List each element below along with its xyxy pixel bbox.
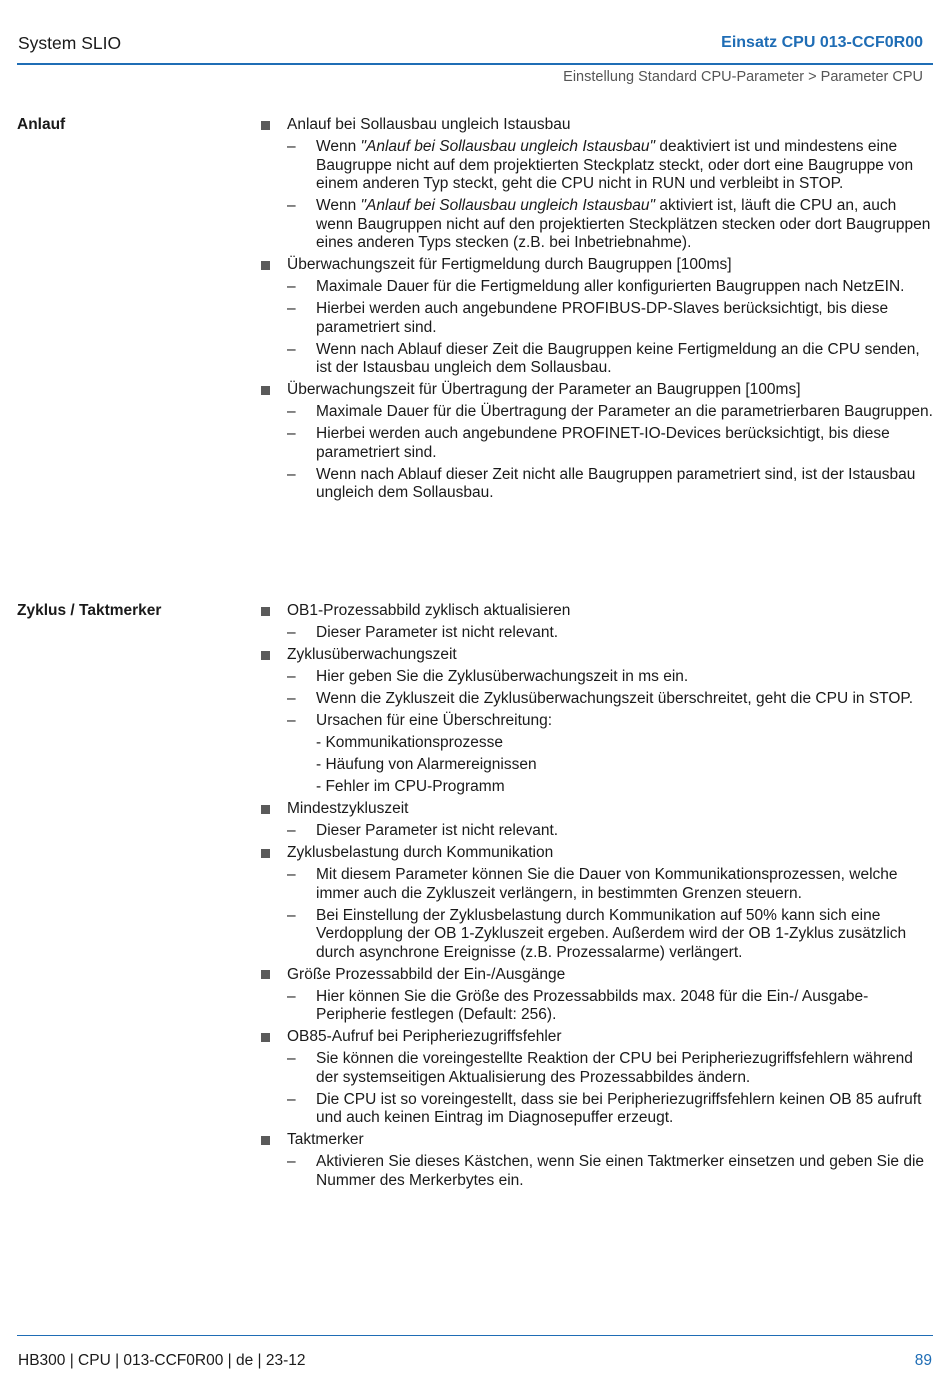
bullet-item: Mindestzykluszeit <box>260 800 935 819</box>
dash-item: – Hier geben Sie die Zyklusüberwachungszeit in ms ein. <box>260 668 935 687</box>
dash-item: – Bei Einstellung der Zyklusbelastung durch Kommunikation auf 50% kann sich eine Verdopplung der OB 1-Zykluszeit ergeben. Außerdem wird der OB 1-Zyklus zusätzlich durch asynchrone Ereignisse (z.B. Prozessalarme) verlängert. <box>260 907 935 963</box>
bullet-item: Größe Prozessabbild der Ein-/Ausgänge <box>260 966 935 985</box>
dash-item: – Wenn "Anlauf bei Sollausbau ungleich Istausbau" aktiviert ist, läuft die CPU an, auch wenn Baugruppen nicht auf den projektierten Steckplätzen stecken oder dort Baugruppen eines anderen Typs stecken (z.B. bei Inbetriebnahme). <box>260 197 935 253</box>
section-title: Zyklus / Taktmerker <box>17 602 162 619</box>
dash-item: – Hierbei werden auch angebundene PROFIBUS-DP-Slaves berücksichtigt, bis diese parametriert sind. <box>260 300 935 337</box>
manual-title: System SLIO <box>18 33 122 53</box>
bullet-item: Überwachungszeit für Übertragung der Parameter an Baugruppen [100ms] <box>260 381 935 400</box>
dash-item: – Ursachen für eine Überschreitung: <box>260 712 935 731</box>
bullet-item: Taktmerker <box>260 1131 935 1150</box>
sub-list-item: - Kommunikationsprozesse <box>316 734 503 751</box>
dash-item: – Hier können Sie die Größe des Prozessabbilds max. 2048 für die Ein-/ Ausgabe-Peripherie festlegen (Default: 256). <box>260 988 935 1025</box>
header-divider <box>17 63 933 65</box>
dash-item: – Wenn nach Ablauf dieser Zeit nicht alle Baugruppen parametriert sind, ist der Istausbau ungleich dem Sollausbau. <box>260 466 935 503</box>
bullet-item: OB1-Prozessabbild zyklisch aktualisieren <box>260 602 935 621</box>
dash-item: – Maximale Dauer für die Übertragung der Parameter an die parametrierbaren Baugruppen. <box>260 403 935 422</box>
chapter-title: Einsatz CPU 013-CCF0R00 <box>721 34 923 51</box>
sub-list-item: - Fehler im CPU-Programm <box>316 778 505 795</box>
bullet-item: Anlauf bei Sollausbau ungleich Istausbau <box>260 116 935 135</box>
dash-item: – Mit diesem Parameter können Sie die Dauer von Kommunikationsprozessen, welche immer auch die Zykluszeit verlängern, in bestimmten Grenzen steuern. <box>260 866 935 903</box>
bullet-item: Zyklusüberwachungszeit <box>260 646 935 665</box>
dash-item: – Aktivieren Sie dieses Kästchen, wenn Sie einen Taktmerker einsetzen und geben Sie die Nummer des Merkerbytes ein. <box>260 1153 935 1190</box>
section-body <box>260 116 935 506</box>
sub-list-item: - Häufung von Alarmereignissen <box>316 756 537 773</box>
bullet-item: Überwachungszeit für Fertigmeldung durch Baugruppen [100ms] <box>260 256 935 275</box>
dash-item: – Dieser Parameter ist nicht relevant. <box>260 822 935 841</box>
footer-divider <box>17 1335 933 1336</box>
dash-item: – Die CPU ist so voreingestellt, dass sie bei Peripheriezugriffsfehlern keinen OB 85 aufruft und auch keinen Eintrag im Diagnosepuffer erzeugt. <box>260 1091 935 1128</box>
section-body <box>260 602 935 1194</box>
dash-item: – Hierbei werden auch angebundene PROFINET-IO-Devices berücksichtigt, bis diese parametriert sind. <box>260 425 935 462</box>
page-number: 89 <box>914 1352 932 1369</box>
bullet-item: OB85-Aufruf bei Peripheriezugriffsfehler <box>260 1028 935 1047</box>
bullet-item: Zyklusbelastung durch Kommunikation <box>260 844 935 863</box>
dash-item: – Maximale Dauer für die Fertigmeldung aller konfigurierten Baugruppen nach NetzEIN. <box>260 278 935 297</box>
dash-item: – Wenn die Zykluszeit die Zyklusüberwachungszeit überschreitet, geht die CPU in STOP. <box>260 690 935 709</box>
dash-item: – Wenn nach Ablauf dieser Zeit die Baugruppen keine Fertigmeldung an die CPU senden, ist der Istausbau ungleich dem Sollausbau. <box>260 341 935 378</box>
document-reference: HB300 | CPU | 013-CCF0R00 | de | 23-12 <box>18 1352 306 1369</box>
dash-item: – Dieser Parameter ist nicht relevant. <box>260 624 935 643</box>
dash-item: – Wenn "Anlauf bei Sollausbau ungleich Istausbau" deaktiviert ist und mindestens eine Baugruppe nicht auf dem projektierten Steckplatz steckt, oder dort eine Baugruppe von einem anderen Typ steckt, geht die CPU nicht in RUN und verbleibt in STOP. <box>260 138 935 194</box>
section-title: Anlauf <box>17 116 66 133</box>
dash-item: – Sie können die voreingestellte Reaktion der CPU bei Peripheriezugriffsfehlern während der systemseitigen Aktualisierung des Prozessabbildes ändern. <box>260 1050 935 1087</box>
breadcrumb: Einstellung Standard CPU-Parameter > Parameter CPU <box>563 69 923 85</box>
